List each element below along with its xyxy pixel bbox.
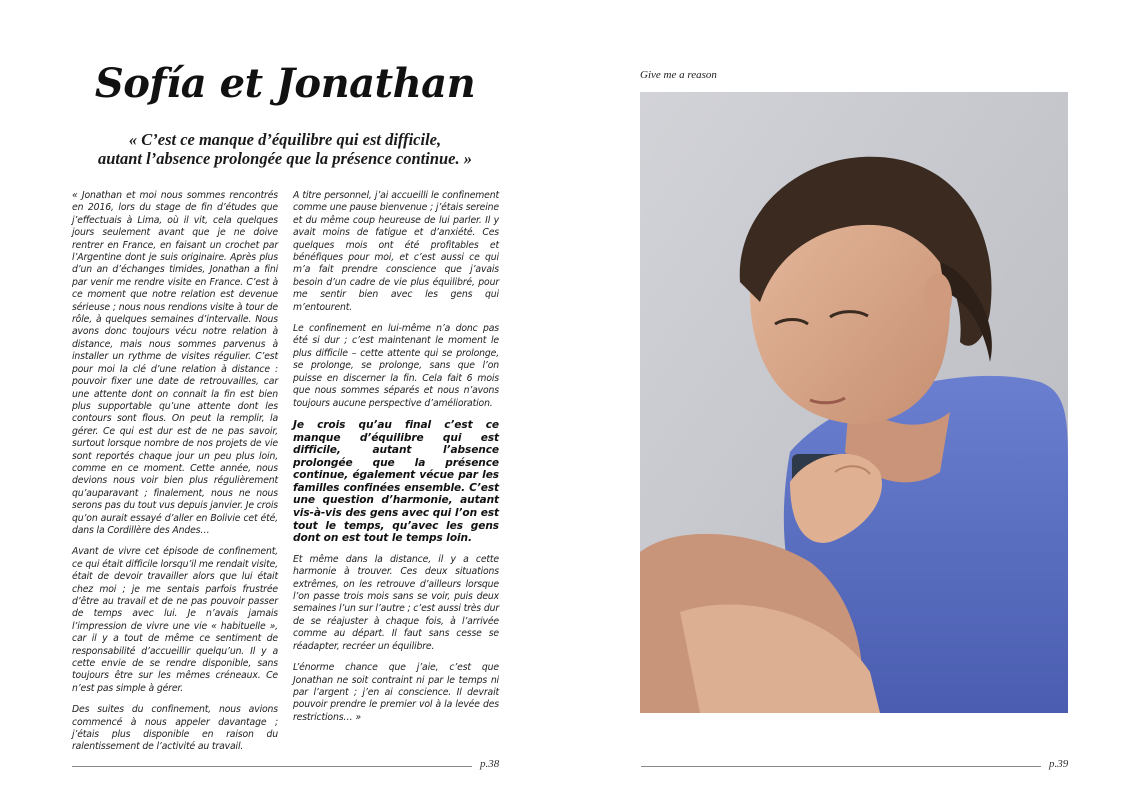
paragraph: « Jonathan et moi nous sommes rencontrés en 2016, lors du stage de fin d’études que j’effectuais à Lima, où il vit, cela quelques jours seulement avant que je ne doive rentrer en France, en faisant un crochet par l’Argentine dont je suis originaire. Après plus d’un an d’échanges timides, Jonathan a fini par venir me rendre visite en France. C’est à ce moment que notre relation est devenue sérieuse ; nous nous rendions visite à tour de rôle, à quelques semaines d’intervalle. Nous avons donc toujours vécu notre relation à distance, mais nous sommes parvenus à installer un rythme de visites régulier. C’est pour moi la clé d’une relation à distance : pouvoir fixer une date de retrouvailles, car une attente dont on connait la fin est bien plus supportable qu’une attente dont les contours sont flous. On peut la remplir, la gérer. Ce qui est dur est de ne pas savoir, surtout lorsque nombre de nos projets de vie sont reportés chaque jour un peu plus loin, comme en ce moment. Cette année, nous devions nous voir bien plus régulièrement qu’auparavant ; finalement, nous ne nous serons pas du tout vus depuis janvier. Je crois qu’on aurait essayé d’aller en Bolivie cet été, dans la Cordillère des Andes… (72, 190, 278, 536)
pull-quote-line-1: « C’est ce manque d’équilibre qui est difficile, (128, 130, 442, 149)
page-number: p.39 (1049, 758, 1069, 770)
page-number: p.38 (480, 758, 500, 770)
footer-rule (72, 766, 472, 767)
left-page (0, 0, 569, 805)
paragraph: Le confinement en lui-même n’a donc pas été si dur ; c’est maintenant le moment le plus difficile – cette attente qui se prolonge, se prolonge, se prolonge, sans que l’on puisse en discerner la fin. Cela fait 6 mois que nous sommes séparés et nous n’avons toujours aucune perspective d’amélioration. (293, 323, 499, 409)
paragraph: Des suites du confinement, nous avions commencé à nous appeler davantage ; j’étais plus disponible en raison du ralentissement de l’activité au travail. (72, 704, 278, 753)
paragraph: L’énorme chance que j’aie, c’est que Jonathan ne soit contraint ni par le temps ni par l’argent ; j’en ai conscience. Il devrait pouvoir prendre le premier vol à la levée des restrictions… » (293, 662, 499, 723)
text-column-1 (72, 190, 278, 763)
article-title: Sofía et Jonathan (94, 60, 476, 107)
pull-quote (70, 130, 500, 168)
pull-quote-line-2: autant l’absence prolongée que la présence continue. » (98, 149, 472, 168)
paragraph: Et même dans la distance, il y a cette harmonie à trouver. Ces deux situations extrêmes, on les retrouve d’ailleurs lorsque l’on passe trois mois sans se voir, puis deux semaines l’un sur l’autre ; c’est aussi très dur de se réajuster à chaque fois, à l’arrivée comme au départ. Il faut sans cesse se réadapter, recréer un équilibre. (293, 553, 499, 652)
text-column-2 (293, 190, 499, 733)
portrait-photo (640, 92, 1068, 713)
portrait-photo-icon (640, 92, 1068, 713)
running-head: Give me a reason (640, 69, 717, 81)
right-page (569, 0, 1139, 805)
paragraph: A titre personnel, j’ai accueilli le confinement comme une pause bienvenue ; j’étais sereine et du même coup heureuse de lui parler. Il y avait moins de fatigue et d’anxiété. Ces quelques mois ont été profitables et bénéfiques pour moi, et c’est aussi ce qui m’a fait prendre conscience que j’avais besoin d’un cadre de vie plus équilibré, pour me sentir bien avec les gens qui m’entourent. (293, 190, 499, 313)
emphasized-quote: Je crois qu’au final c’est ce manque d’équilibre qui est difficile, autant l’absence prolongée que la présence continue, également vécue par les familles confinées ensemble. C’est une question d’harmonie, autant vis-à-vis des gens avec qui l’on est tout le temps, qu’avec les gens dont on est tout le temps loin. (293, 418, 499, 545)
paragraph: Avant de vivre cet épisode de confinement, ce qui était difficile lorsqu’il me rendait visite, était de devoir travailler alors que lui était chez moi ; je me sentais parfois frustrée d’être au travail et de ne pas pouvoir passer de temps avec lui. Je n’avais jamais l’impression de vivre une vie « habituelle », car il y a tout de même ce sentiment de responsabilité d’accueillir quelqu’un. Il y a cette envie de se rendre disponible, sans toujours être sur les mêmes créneaux. Ce n’est pas simple à gérer. (72, 546, 278, 694)
footer-rule (641, 766, 1041, 767)
